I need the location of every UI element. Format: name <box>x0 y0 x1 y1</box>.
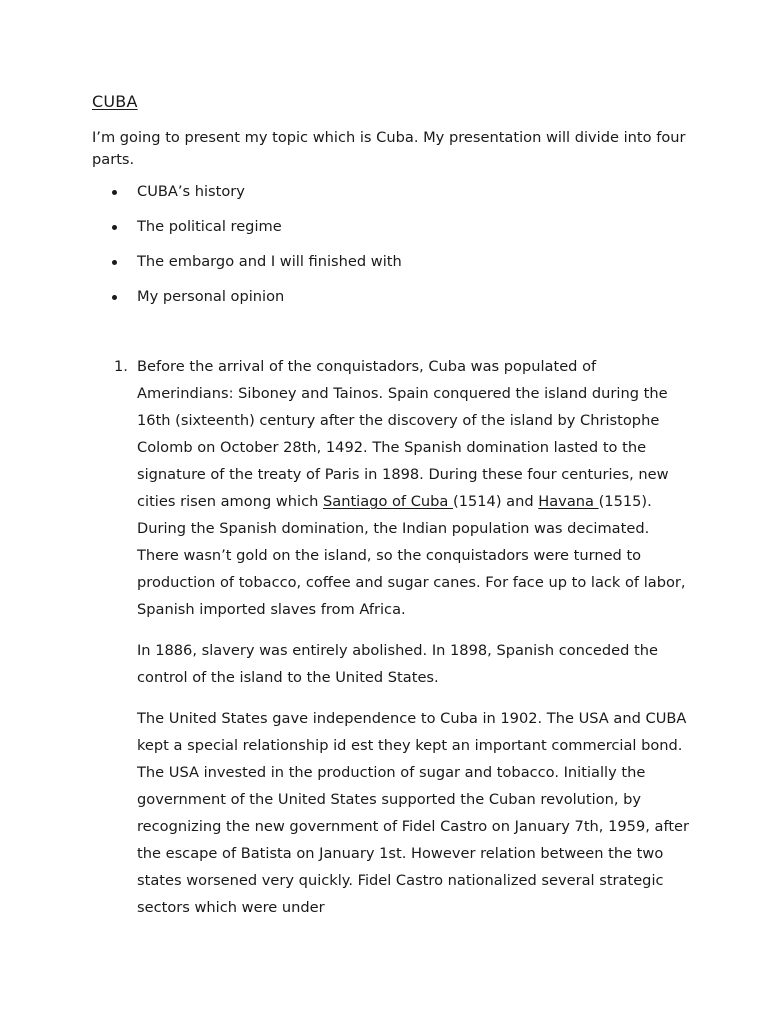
list-item-text: CUBA’s history <box>137 183 245 200</box>
paragraph-text: (1515). During the Spanish domination, the Indian population was decimated. There wasn’t gold on the island, so the conquistadors were turned to production of tobacco, coffee and sugar canes. For face up to lack of labor, Spanish imported slaves from Africa. <box>137 493 686 618</box>
havana-link[interactable]: Havana <box>538 493 599 510</box>
list-item-text: The political regime <box>137 218 282 235</box>
bullet-icon <box>112 190 117 195</box>
history-paragraph-3: The United States gave independence to Cuba in 1902. The USA and CUBA kept a special relationship id est they kept an important commercial bond. The USA invested in the production of sugar and tobacco. Initially the government of the United States supported the Cuban revolution, by recognizing the new government of Fidel Castro on January 7th, 1959, after the escape of Batista on January 1st. However relation between the two states worsened very quickly. Fidel Castro nationalized several strategic sectors which were under <box>137 710 690 916</box>
santiago-of-cuba-link[interactable]: Santiago of Cuba <box>323 493 453 510</box>
paragraph-text: Before the arrival of the conquistadors, Cuba was populated of Amerindians: Siboney and Tainos. Spain conquered the island during the 16th (sixteenth) century after the discovery of the island by Christophe Colomb on October 28th, 1492. The Spanish domination lasted to the signature of the treaty of Paris in 1898. During these four centuries, new cities risen among which <box>137 358 669 510</box>
list-item <box>92 251 692 286</box>
outline-list <box>92 181 692 321</box>
list-item <box>92 216 692 251</box>
list-item-text: My personal opinion <box>137 288 285 305</box>
list-item-text: The embargo and I will finished with <box>137 253 402 270</box>
history-paragraph-2: In 1886, slavery was entirely abolished. In 1898, Spanish conceded the control of the island to the United States. <box>137 642 659 686</box>
bullet-icon <box>112 225 117 230</box>
history-section <box>92 353 692 935</box>
document-title: CUBA <box>92 92 138 111</box>
list-item <box>92 181 692 216</box>
bullet-icon <box>112 295 117 300</box>
paragraph-text: (1514) and <box>453 493 539 510</box>
section-number: 1. <box>114 358 128 375</box>
list-item <box>92 286 692 321</box>
bullet-icon <box>112 260 117 265</box>
history-paragraph-1 <box>137 353 692 623</box>
intro-paragraph: I’m going to present my topic which is Cuba. My presentation will divide into four parts. <box>92 129 686 168</box>
